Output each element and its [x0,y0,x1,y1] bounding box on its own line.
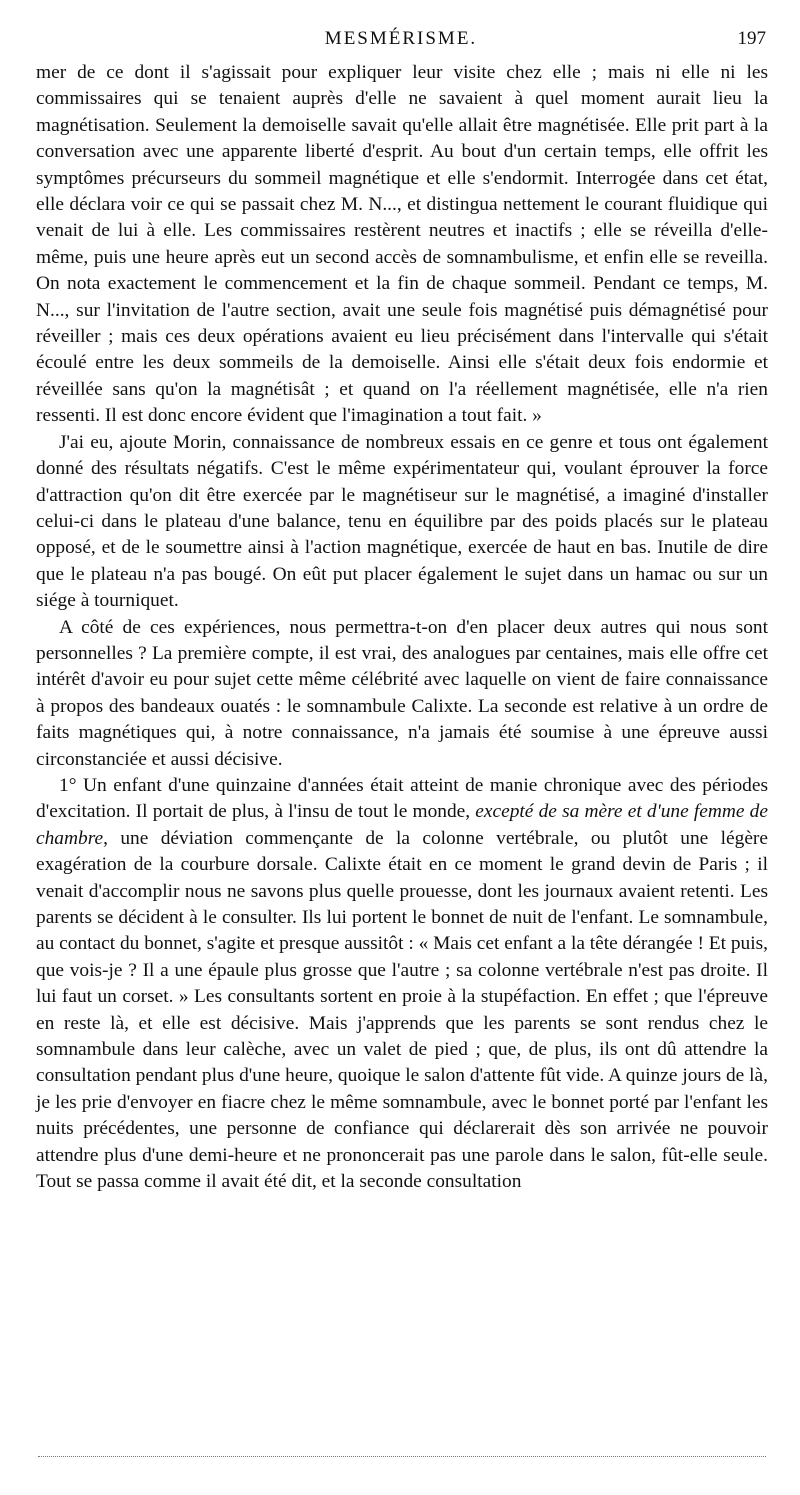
italic-text-run: excepté de sa mère et d'une femme de chambre [36,801,768,849]
paragraph [36,615,768,773]
footer-dotted-rule [38,1456,766,1457]
text-run: A côté de ces expériences, nous permettra-t-on d'en placer deux autres qui nous sont personnelles ? La première compte, il est vrai, des analogues par centaines, mais elle offre cet intérêt d'avoir eu pour sujet cette même célébrité avec laquelle on vient de faire connaissance à propos des bandeaux ouatés : le somnambule Calixte. La seconde est relative à un ordre de faits magnétiques qui, à notre connaissance, n'a jamais été soumise à une épreuve aussi circonstanciée et aussi décisive. [36,616,768,770]
running-title: MESMÉRISME. [324,28,478,49]
paragraph [36,60,768,430]
body-text [36,60,768,1195]
paragraph [36,773,768,1196]
text-run: mer de ce dont il s'agissait pour expliquer leur visite chez elle ; mais ni elle ni les commissaires qui se tenaient auprès d'elle ne savaient à quel moment aurait lieu la magnétisation. Seulement la demoiselle savait qu'elle allait être magnétisée. Elle prit part à la conversation avec une apparente liberté d'esprit. Au bout d'un certain temps, elle offrit les symptômes précurseurs du sommeil magnétique et elle s'endormit. Interrogée dans cet état, elle déclara voir ce qui se passait chez M. N..., et distingua nettement le courant fluidique qui venait de lui à elle. Les commissaires restèrent neutres et inactifs ; elle se réveilla d'elle-même, puis une heure après eut un second accès de somnambulisme, et enfin elle se reveilla. On nota exactement le commencement et la fin de chaque sommeil. Pendant ce temps, M. N..., sur l'invitation de l'autre section, avait une seule fois magnétisé puis démagnétisé pour réveiller ; mais ces deux opérations avaient eu lieu précisément dans l'intervalle qui s'était écoulé entre les deux sommeils de la demoiselle. Ainsi elle s'était deux fois endormie et réveillée sans qu'on la magnétisât ; et quand on l'a réellement magnétisée, elle n'a rien ressenti. Il est donc encore évident que l'imagination a tout fait. » [36,62,768,427]
text-run: J'ai eu, ajoute Morin, connaissance de nombreux essais en ce genre et tous ont également donné des résultats négatifs. C'est le même expérimentateur qui, voulant éprouver la force d'attraction qu'on dit être exercée par le magnétiseur sur le magnétisé, a imaginé d'installer celui-ci dans le plateau d'une balance, tenu en équilibre par des poids placés sur le plateau opposé, et de le soumettre ainsi à l'action magnétique, exercée de haut en bas. Inutile de dire que le plateau n'a pas bougé. On eût put placer également le sujet dans un hamac ou sur un siége à tourniquet. [36,431,768,612]
page-number: 197 [737,28,766,49]
page-header [36,28,766,56]
text-run: 1° Un enfant d'une quinzaine d'années était atteint de manie chronique avec des périodes d'excitation. Il portait de plus, à l'insu de tout le monde, [36,774,768,823]
paragraph [36,430,768,615]
text-run: , une déviation commençante de la colonne vertébrale, ou plutôt une légère exagération de la courbure dorsale. Calixte était en ce moment le grand devin de Paris ; il venait d'accomplir nous ne savons plus quelle prouesse, dont les journaux avaient retenti. Les parents se décident à le consulter. Ils lui portent le bonnet de nuit de l'enfant. Le somnambule, au contact du bonnet, s'agite et presque aussitôt : « Mais cet enfant a la tête dérangée ! Et puis, que vois-je ? Il a une épaule plus grosse que l'autre ; sa colonne vertébrale n'est pas droite. Il lui faut un corset. » Les consultants sortent en proie à la stupéfaction. En effet ; que l'épreuve en reste là, et elle est décisive. Mais j'apprends que les parents se sont rendus chez le somnambule dans leur calèche, avec un valet de pied ; que, de plus, ils ont dû attendre la consultation pendant plus d'une heure, quoique le salon d'attente fût vide. A quinze jours de là, je les prie d'envoyer en fiacre chez le même somnambule, avec le bonnet porté par l'enfant les nuits précédentes, une personne de confiance qui déclarerait dès son arrivée ne pouvoir attendre plus d'une demi-heure et ne prononcerait pas une parole dans le salon, fût-elle seule. Tout se passa comme il avait été dit, et la seconde consultation [36,827,769,1193]
